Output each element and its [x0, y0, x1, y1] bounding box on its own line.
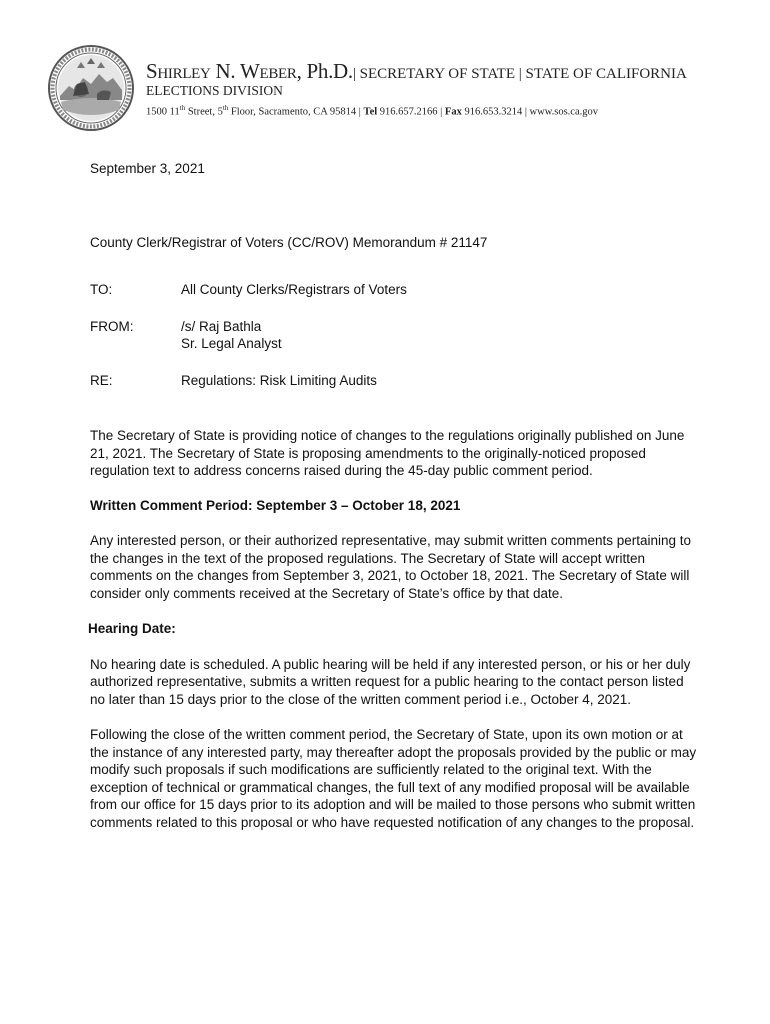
- hearing-paragraph: No hearing date is scheduled. A public hearing will be held if any interested person, or his or her duly authorized representative, submits a written request for a public hearing to the contact person listed no later than 15 days prior to the close of the written comment period i.e., October 4, 2021.: [90, 656, 691, 707]
- memo-title: County Clerk/Registrar of Voters (CC/ROV) Memorandum # 21147: [90, 234, 488, 250]
- from-label: FROM:: [90, 318, 134, 334]
- memo-document: [90, 160, 700, 831]
- comment-period-heading: Written Comment Period: September 3 – October 18, 2021: [90, 497, 461, 513]
- from-value: [181, 318, 700, 353]
- to-row: [90, 281, 700, 299]
- letterhead-title: | SECRETARY OF STATE | STATE OF CALIFORNIA: [352, 66, 687, 82]
- to-label: TO:: [90, 282, 113, 297]
- re-value: Regulations: Risk Limiting Audits: [181, 372, 377, 388]
- re-row: [90, 372, 700, 390]
- letterhead: [146, 60, 756, 120]
- letterhead-division: ELECTIONS DIVISION: [146, 83, 283, 98]
- adoption-paragraph: Following the close of the written comment period, the Secretary of State, upon its own motion or at the instance of any interested party, may thereafter adopt the proposals provided by the public or may modify such proposals if such modifications are sufficiently related to the original text. With the exception of technical or grammatical changes, the full text of any modified proposal will be available from our office for 15 days prior to its adoption and will be mailed to those persons who submit written comments related to this proposal or who have requested notification of any changes to the proposal.: [90, 727, 697, 830]
- letterhead-address: 1500 11th Street, 5th Floor, Sacramento, CA 95814 | Tel 916.657.2166 | Fax 916.653.3214 | www.sos.ca.gov: [146, 104, 598, 118]
- from-position: Sr. Legal Analyst: [181, 336, 282, 351]
- from-signature: /s/ Raj Bathla: [181, 318, 262, 334]
- to-value: All County Clerks/Registrars of Voters: [181, 282, 407, 297]
- secretary-name: SHIRLEY N. WEBER, Ph.D.: [146, 59, 353, 83]
- re-label: RE:: [90, 372, 113, 388]
- from-row: [90, 318, 700, 353]
- comment-paragraph: Any interested person, or their authorized representative, may submit written comments pertaining to the changes in the text of the proposed regulations. The Secretary of State will accept written comments on the changes from September 3, 2021, to October 18, 2021. The Secretary of State will consider only comments received at the Secretary of State’s office by that date.: [90, 533, 692, 601]
- memo-date: September 3, 2021: [90, 161, 205, 176]
- notice-paragraph: The Secretary of State is providing notice of changes to the regulations originally published on June 21, 2021. The Secretary of State is proposing amendments to the originally-noticed proposed regulation text to address concerns raised during the 45-day public comment period.: [90, 428, 685, 478]
- state-seal-logo: [47, 44, 135, 132]
- hearing-date-heading: Hearing Date:: [88, 621, 176, 636]
- letterhead-name-line: [146, 60, 756, 85]
